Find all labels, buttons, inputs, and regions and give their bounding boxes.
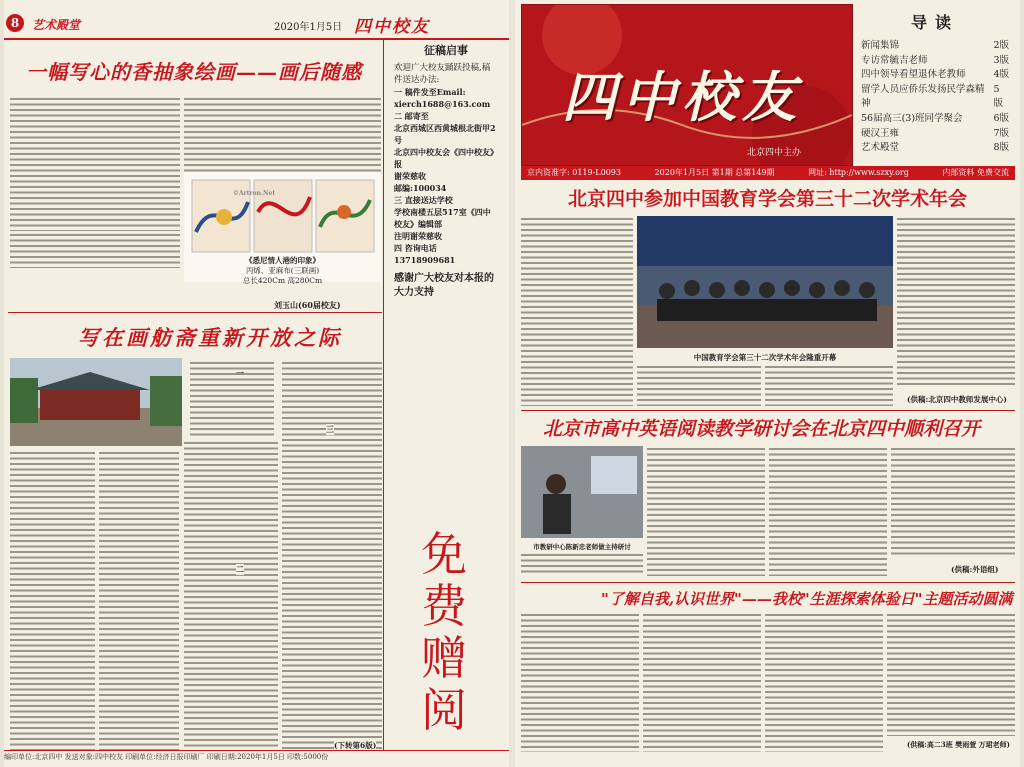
art1-body-col1 — [10, 96, 180, 231]
guide-item — [861, 68, 1009, 83]
guide-item — [861, 127, 1009, 142]
conference-photo — [637, 216, 893, 348]
guide-item — [861, 39, 1009, 54]
right-page — [515, 0, 1020, 767]
guide-title: 导读 — [910, 13, 959, 32]
art2-body-intro — [190, 360, 274, 436]
guide-item-label: 硬汉王雍 — [861, 127, 900, 139]
guide-item-page: 7版 — [993, 127, 1009, 139]
seminar-photo — [521, 446, 643, 538]
notice-thanks: 感谢广大校友对本报的大力支持 — [394, 273, 494, 298]
guide-list — [855, 39, 1015, 156]
story1-photo-caption: 中国教育学会第三十二次学术年会隆重开幕 — [693, 353, 837, 362]
guide-item-label: 四中领导看望退休老教师 — [861, 69, 966, 81]
column-rule — [383, 40, 384, 750]
notice-method-2: 二 邮寄至 — [394, 111, 429, 121]
continued-note: (下转第6版) — [334, 741, 377, 750]
story2-headline: 北京市高中英语阅读教学研讨会在北京四中顺利召开 — [543, 418, 981, 440]
art2-body-col3 — [184, 440, 278, 750]
art2-section-two: 二 — [236, 564, 244, 574]
painting-size: 总长420Cm 高280Cm — [242, 276, 323, 285]
free-distribution: 免费赠阅 — [421, 527, 467, 737]
art1-headline: 一幅写心的香抽象绘画——画后随感 — [26, 60, 362, 84]
art2-body-col4 — [282, 360, 382, 750]
story3-headline: "了解自我,认识世界"——我校"生涯探索体验日"主题活动圆满 — [601, 590, 1013, 608]
guide-item-page: 2版 — [993, 40, 1009, 51]
divider — [521, 582, 1015, 583]
story3-body-col4 — [887, 612, 1015, 736]
painting-watermark: ©Artron.Net — [232, 190, 276, 197]
guide-item-page: 8版 — [993, 142, 1009, 154]
submission-notice — [386, 38, 506, 538]
divider — [521, 410, 1015, 411]
painting-title: 《悉尼情人港的印象》 — [245, 256, 320, 265]
publication-id: 京内资准字: 0119-L0093 — [527, 168, 621, 177]
story3-source: (供稿:高二3班 樊雨萱 万珺老师) — [907, 740, 1010, 749]
divider — [8, 312, 382, 313]
section-name: 艺术殿堂 — [32, 18, 81, 32]
notice-contact: 谢荣慈收 — [394, 171, 426, 181]
page-header — [4, 14, 509, 40]
notice-method-3: 三 直接送达学校 — [394, 195, 453, 205]
story2-body-col3 — [769, 446, 887, 576]
guide-item-page: 5版 — [993, 83, 1004, 110]
story1-body-col3 — [765, 364, 893, 406]
guide-box — [855, 4, 1015, 164]
guide-item-label: 56届高三(3)班同学聚会 — [861, 112, 963, 124]
notice-intro: 欢迎广大校友踊跃投稿,稿件送达办法: — [394, 63, 491, 85]
guide-item-label: 新闻集锦 — [861, 40, 900, 51]
header-masthead: 四中校友 — [354, 17, 430, 37]
story1-body-col4 — [897, 216, 1015, 386]
masthead — [521, 4, 853, 166]
notice-method-1: 一 稿件发至Email: — [394, 87, 466, 97]
art2-body-col2 — [99, 450, 179, 750]
story1-headline: 北京四中参加中国教育学会第三十二次学术年会 — [567, 188, 967, 210]
art1-author: 刘玉山(60届校友) — [274, 300, 341, 310]
guide-item — [861, 141, 1009, 156]
guide-item — [861, 54, 1009, 69]
story2-body-col1b — [521, 552, 643, 576]
left-page — [4, 0, 509, 767]
guide-item-label: 专访常毓吉老师 — [861, 54, 928, 66]
story2-body-col4 — [891, 446, 1015, 558]
distribution-type: 内部资料 免费交流 — [942, 168, 1009, 177]
story1-body-col1 — [521, 216, 633, 406]
notice-address-2: 北京四中校友会《四中校友》报 — [394, 147, 498, 169]
notice-school-address: 学校南楼五层517室《四中校友》编辑部 — [394, 207, 491, 229]
story3-body-col1 — [521, 612, 639, 752]
art1-body-col1b — [10, 232, 180, 268]
masthead-subtitle: 北京四中主办 — [747, 148, 802, 158]
story2-source: (供稿:外语组) — [951, 565, 999, 574]
notice-title: 征稿启事 — [424, 44, 468, 57]
painting-info: 丙烯、亚麻布(三联画) — [245, 266, 320, 275]
header-date: 2020年1月5日 — [274, 22, 343, 33]
guide-item — [861, 83, 1009, 112]
art2-section-three: 三 — [326, 424, 334, 434]
website: 网址: http://www.szxy.org — [808, 168, 909, 177]
page-number: 8 — [6, 14, 24, 32]
art2-section-one: 一 — [236, 368, 244, 378]
story2-photo-caption: 市教研中心陈新忠老师做主持研讨 — [533, 543, 631, 551]
guide-item-label: 艺术殿堂 — [861, 142, 900, 154]
info-bar — [521, 166, 1015, 180]
notice-note: 注明谢荣慈收 — [394, 231, 442, 241]
story1-body-col2 — [637, 364, 761, 406]
notice-tel-label: 四 咨询电话 — [394, 243, 437, 253]
guide-item — [861, 112, 1009, 127]
page-footer: 编印单位:北京四中 发送对象:四中校友 印刷单位:经济日报印刷厂 印刷日期:2020年1月5日 印数:5000份 — [4, 750, 509, 763]
story3-body-col2 — [643, 612, 761, 752]
art1-body-col2 — [184, 96, 381, 172]
art2-headline: 写在画舫斋重新开放之际 — [78, 325, 342, 350]
notice-phone: 13718909681 — [394, 255, 456, 265]
guide-item-label: 留学人员应侨乐发扬民学森精神 — [861, 83, 985, 110]
story1-source: (供稿:北京四中教师发展中心) — [907, 395, 1007, 404]
guide-item-page: 3版 — [993, 54, 1009, 66]
art2-body-col1 — [10, 450, 95, 750]
notice-postcode: 邮编:100034 — [394, 183, 447, 193]
guide-item-page: 4版 — [993, 69, 1009, 81]
notice-email: xierch1688@163.com — [394, 99, 491, 109]
notice-address: 北京西城区西黄城根北街甲2号 — [394, 123, 496, 145]
building-photo — [10, 358, 182, 446]
guide-item-page: 6版 — [993, 112, 1009, 124]
masthead-title: 四中校友 — [562, 65, 802, 129]
issue-date: 2020年1月5日 第1期 总第149期 — [654, 168, 775, 177]
story3-body-col3 — [765, 612, 883, 752]
story2-body-col2 — [647, 446, 765, 576]
